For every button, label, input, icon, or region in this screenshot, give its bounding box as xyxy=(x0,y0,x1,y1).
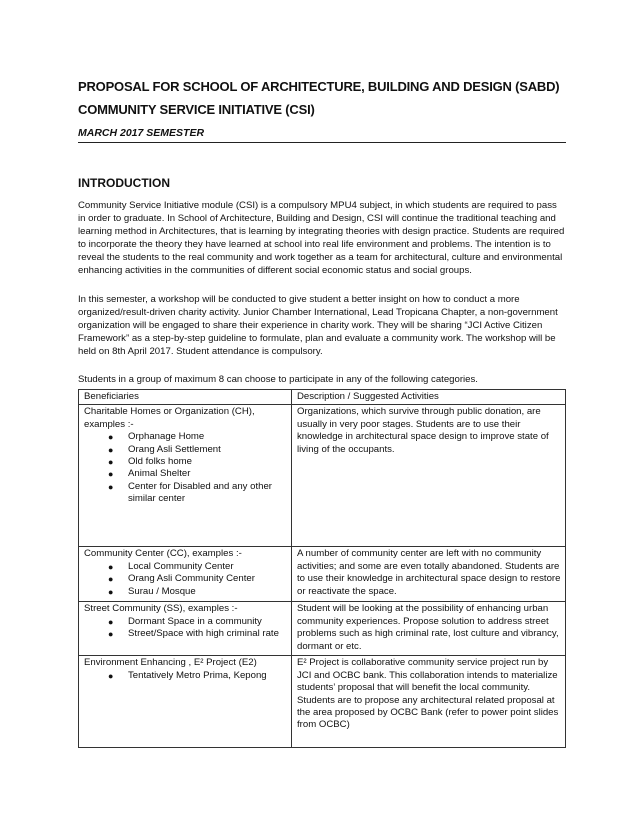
list-item: ● Tentatively Metro Prima, Kepong xyxy=(108,669,267,681)
bullet-icon: ● xyxy=(108,629,114,640)
beneficiary-cell xyxy=(79,602,292,656)
beneficiary-title: Charitable Homes or Organization (CH), examples :- xyxy=(84,406,255,430)
beneficiary-title: Street Community (SS), examples :- xyxy=(84,603,238,615)
list-item: ● Orang Asli Community Center xyxy=(108,573,255,585)
intro-paragraph-2: In this semester, a workshop will be conducted to give student a better insight on how to conduct a more organized/result-driven charity activity. Junior Chamber International, Lead Tropicana Chapter, a non-government organization will be engaged to share their experience in charity work. They will be sharing “JCI Active Citizen Framework” as a step-by-step guideline to formulate, plan and evaluate a community work. The workshop will be held on 8th April 2017. Student attendance is compulsory. xyxy=(78,294,558,357)
introduction-heading: INTRODUCTION xyxy=(78,176,170,190)
bullet-icon: ● xyxy=(108,444,114,455)
semester-label: MARCH 2017 SEMESTER xyxy=(78,127,205,139)
list-item: ● Dormant Space in a community xyxy=(108,615,262,627)
intro-paragraph-3: Students in a group of maximum 8 can choose to participate in any of the following categories. xyxy=(78,374,478,385)
list-item: ● Old folks home xyxy=(108,456,192,468)
header-divider xyxy=(78,142,566,143)
bullet-icon: ● xyxy=(108,670,114,681)
beneficiary-cell xyxy=(79,405,292,547)
examples-list xyxy=(84,431,287,505)
examples-list xyxy=(84,670,287,682)
categories-table xyxy=(78,389,566,748)
examples-list xyxy=(84,561,287,598)
bullet-icon: ● xyxy=(108,457,114,468)
bullet-icon: ● xyxy=(108,586,114,597)
table-header-row xyxy=(79,390,566,405)
header-description: Description / Suggested Activities xyxy=(292,390,566,405)
list-item: ● Orphanage Home xyxy=(108,431,205,443)
table-row xyxy=(79,602,566,656)
header-beneficiaries: Beneficiaries xyxy=(79,390,292,405)
bullet-icon: ● xyxy=(108,469,114,480)
list-item: ● Surau / Mosque xyxy=(108,585,196,597)
bullet-icon: ● xyxy=(108,616,114,627)
list-item: ● Street/Space with high criminal rate xyxy=(108,628,279,640)
intro-paragraph-1: Community Service Initiative module (CSI) is a compulsory MPU4 subject, in which students are required to pass in order to graduate. In School of Architecture, Building and Design, CSI will continue the traditional teaching and learning method in Architectures, that is learning by integrating theories with design practice. Students are required to incorporate the theory they have learned at school into real life environment and problems. The intention is to reveal the students to the real community and work together as a team for architectural, culture and environmental enhancing activities in the communities of different social economic status and social groups. xyxy=(78,200,565,276)
list-item: ● Animal Shelter xyxy=(108,468,191,480)
beneficiary-title: Environment Enhancing , E² Project (E2) xyxy=(84,657,257,669)
beneficiary-cell xyxy=(79,656,292,748)
table-row xyxy=(79,547,566,602)
table-row xyxy=(79,405,566,547)
beneficiary-cell xyxy=(79,547,292,602)
bullet-icon: ● xyxy=(108,481,114,492)
list-item: ● Orang Asli Settlement xyxy=(108,443,221,455)
description-cell: E² Project is collaborative community service project run by JCI and OCBC bank. This collaboration intends to materialize students’ proposal that will benefit the local community. Students are to propose any architectural related proposal at the area proposed by OCBC Bank (refer to power point slides from OCBC) xyxy=(292,656,566,748)
description-cell: Organizations, which survive through public donation, are usually in very poor stages. Students are to use their knowledge in architectural space design to improve state of living of the occupants. xyxy=(292,405,566,547)
description-cell: Student will be looking at the possibility of enhancing urban community experiences. Propose solution to address street problems such as high criminal rate, lost culture and vibrancy, dormant or etc. xyxy=(292,602,566,656)
bullet-icon: ● xyxy=(108,574,114,585)
examples-list xyxy=(84,616,287,641)
list-item: ● Center for Disabled and any other similar center xyxy=(108,480,272,505)
proposal-title: PROPOSAL FOR SCHOOL OF ARCHITECTURE, BUILDING AND DESIGN (SABD) xyxy=(78,79,560,94)
bullet-icon: ● xyxy=(108,561,114,572)
table-row xyxy=(79,656,566,748)
description-cell: A number of community center are left with no community activities; and some are even totally abandoned. Students are to use their knowledge in architectural space design to restore or reactivate the space. xyxy=(292,547,566,602)
csi-title: COMMUNITY SERVICE INITIATIVE (CSI) xyxy=(78,102,315,117)
beneficiary-title: Community Center (CC), examples :- xyxy=(84,548,242,560)
list-item: ● Local Community Center xyxy=(108,560,234,572)
bullet-icon: ● xyxy=(108,432,114,443)
